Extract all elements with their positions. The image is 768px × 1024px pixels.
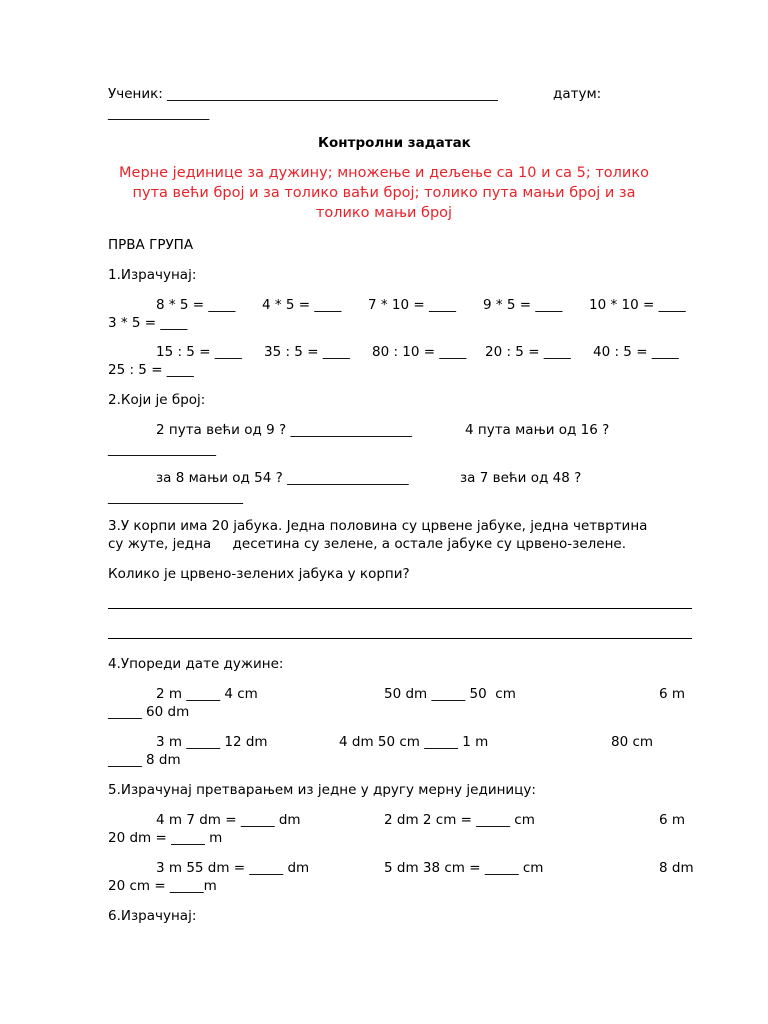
task2-c[interactable]: за 8 мањи од 54 ? __________________ xyxy=(156,470,409,486)
task1-r1-c5[interactable]: 10 * 10 = ____ xyxy=(589,297,686,313)
task4-r1-c3: 6 m xyxy=(659,686,686,702)
task1-r2-c1[interactable]: 15 : 5 = ____ xyxy=(156,344,242,360)
task2-a[interactable]: 2 пута већи од 9 ? __________________ xyxy=(156,422,412,438)
task5-label: 5.Израчунај претварањем из једне у другу мерну јединицу: xyxy=(108,782,536,798)
task4-r2-c3-wrap[interactable]: _____ 8 dm xyxy=(108,752,181,768)
task3-question: Колико је црвено-зелених јабука у корпи? xyxy=(108,566,410,582)
task6-label: 6.Израчунај: xyxy=(108,908,197,924)
task4-r1-c1[interactable]: 2 m _____ 4 cm xyxy=(156,686,258,702)
date-label: датум: xyxy=(553,86,602,102)
task3-line-2: су жуте, једна десетина су зелене, а остале јабуке су црвено-зелене. xyxy=(108,536,627,552)
date-field[interactable]: _______________ xyxy=(108,105,210,121)
task1-r1-c2[interactable]: 4 * 5 = ____ xyxy=(262,297,342,313)
task1-r2-c2[interactable]: 35 : 5 = ____ xyxy=(264,344,350,360)
page-title: Контролни задатак xyxy=(318,135,471,151)
task5-r1-c2[interactable]: 2 dm 2 cm = _____ cm xyxy=(384,812,535,828)
task5-r2-c3: 8 dm xyxy=(659,860,694,876)
task1-r1-c4[interactable]: 9 * 5 = ____ xyxy=(483,297,563,313)
task2-b: 4 пута мањи од 16 ? xyxy=(465,422,610,438)
task4-r1-c3-wrap[interactable]: _____ 60 dm xyxy=(108,704,190,720)
task5-r1-c3: 6 m xyxy=(659,812,686,828)
task1-r2-c3[interactable]: 80 : 10 = ____ xyxy=(372,344,467,360)
task4-r2-c2[interactable]: 4 dm 50 cm _____ 1 m xyxy=(339,734,489,750)
task3-answer-line-2[interactable] xyxy=(108,638,692,639)
task1-r1-c3[interactable]: 7 * 10 = ____ xyxy=(368,297,456,313)
task5-r2-c1[interactable]: 3 m 55 dm = _____ dm xyxy=(156,860,310,876)
task2-b-answer[interactable]: ________________ xyxy=(108,441,216,457)
subtitle-line-2: пута већи број и за толико ваћи број; толико пута мањи број и за xyxy=(132,185,636,201)
task4-r2-c1[interactable]: 3 m _____ 12 dm xyxy=(156,734,268,750)
task2-label: 2.Који је број: xyxy=(108,392,206,408)
task1-r2-c5[interactable]: 40 : 5 = ____ xyxy=(593,344,679,360)
subtitle-line-3: толико мањи број xyxy=(315,205,453,221)
task1-r1-c6[interactable]: 3 * 5 = ____ xyxy=(108,315,188,331)
task1-label: 1.Израчунај: xyxy=(108,267,197,283)
task5-r1-c1[interactable]: 4 m 7 dm = _____ dm xyxy=(156,812,301,828)
task5-r1-c3-wrap[interactable]: 20 dm = _____ m xyxy=(108,830,223,846)
group-heading: ПРВА ГРУПА xyxy=(108,237,194,253)
task4-label: 4.Упореди дате дужине: xyxy=(108,656,284,672)
task1-r2-c6[interactable]: 25 : 5 = ____ xyxy=(108,362,194,378)
task1-r1-c1[interactable]: 8 * 5 = ____ xyxy=(156,297,236,313)
task2-d-answer[interactable]: ____________________ xyxy=(108,489,243,505)
task3-answer-line-1[interactable] xyxy=(108,608,692,609)
student-name-field[interactable]: Ученик: _________________________________________________ xyxy=(108,86,498,102)
task3-line-1: 3.У корпи има 20 јабука. Једна половина су црвене јабуке, једна четвртина xyxy=(108,518,648,534)
task4-r2-c3: 80 cm xyxy=(611,734,654,750)
task1-r2-c4[interactable]: 20 : 5 = ____ xyxy=(485,344,571,360)
subtitle-line-1: Мерне јединице за дужину; множење и дељење са 10 и са 5; толико xyxy=(119,165,649,181)
task5-r2-c2[interactable]: 5 dm 38 cm = _____ cm xyxy=(384,860,544,876)
task2-d: за 7 већи од 48 ? xyxy=(460,470,582,486)
task5-r2-c3-wrap[interactable]: 20 cm = _____m xyxy=(108,878,217,894)
task4-r1-c2[interactable]: 50 dm _____ 50 cm xyxy=(384,686,516,702)
